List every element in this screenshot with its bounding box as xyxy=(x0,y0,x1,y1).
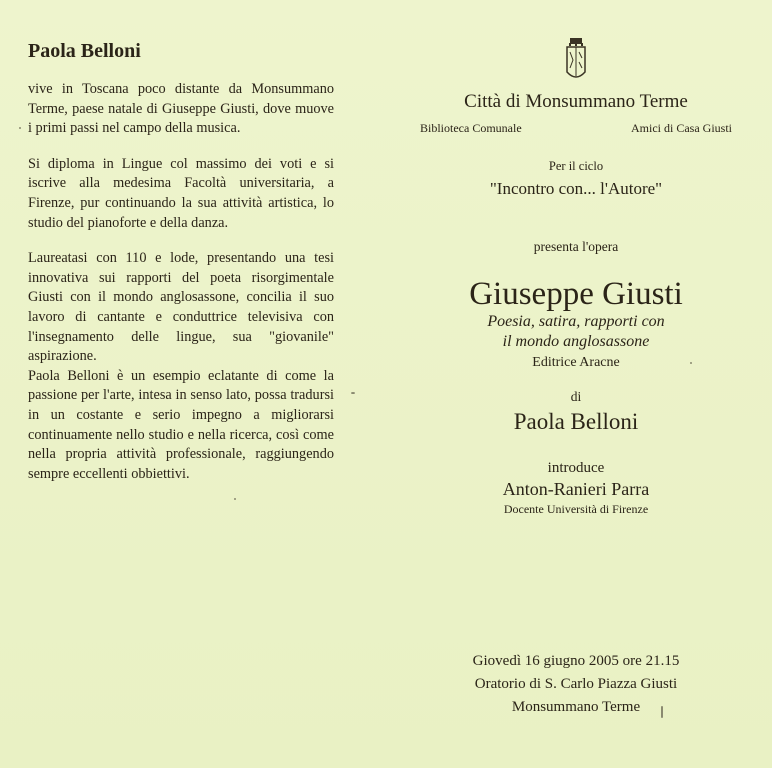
author-bio-column xyxy=(28,38,334,500)
cycle-intro: Per il ciclo xyxy=(548,159,604,173)
event-venue: Oratorio di S. Carlo Piazza Giusti xyxy=(474,676,678,692)
by-label: di xyxy=(570,389,582,404)
bio-paragraph-2: Si diploma in Lingue col massimo dei voti e si iscrive alla medesima Facoltà universitaria, a Firenze, pur continuando la sua attività artistica, lo studio del pianoforte e della danza. xyxy=(28,155,334,231)
publisher: Editrice Aracne xyxy=(532,355,620,370)
organizer-library: Biblioteca Comunale xyxy=(420,121,522,135)
book-subtitle-line-1: Poesia, satira, rapporti con xyxy=(487,313,665,330)
organizer-friends: Amici di Casa Giusti xyxy=(631,121,732,135)
paper-speck xyxy=(351,392,355,394)
event-town: Monsummano Terme xyxy=(511,699,641,715)
bio-paragraph-1: vive in Toscana poco distante da Monsummano Terme, paese natale di Giuseppe Giusti, dove muove i primi passi nel campo della musica. xyxy=(28,81,334,137)
bio-heading: Paola Belloni xyxy=(28,40,141,62)
city-name: Città di Monsummano Terme xyxy=(464,91,688,112)
paper-speck xyxy=(19,127,21,129)
presents-label: presenta l'opera xyxy=(533,239,619,254)
event-details xyxy=(420,650,732,719)
book-title: Giuseppe Giusti xyxy=(469,276,683,312)
introduce-label: introduce xyxy=(547,460,605,476)
event-announcement-column xyxy=(420,38,732,517)
presenter-role: Docente Università di Firenze xyxy=(503,502,649,516)
organizers-row xyxy=(420,120,732,136)
cycle-title: "Incontro con... l'Autore" xyxy=(489,179,663,198)
paper-speck xyxy=(661,706,663,718)
bio-paragraph-4: Paola Belloni è un esempio eclatante di come la passione per l'arte, intesa in senso lato, possa tradursi in un costante e serio impegno a migliorarsi continuamente nello studio e nella ricerca, così come nella propria attività professionale, raggiungendo sempre eccellenti obbiettivi. xyxy=(28,367,334,482)
paper-speck xyxy=(690,362,692,364)
city-crest-icon xyxy=(564,38,588,84)
book-subtitle-line-2: il mondo anglosassone xyxy=(502,333,650,350)
bio-paragraph-3: Laureatasi con 110 e lode, presentando una tesi innovativa sui rapporti del poeta risorgimentale Giusti con il mondo anglosassone, concilia il suo lavoro di cantante e conduttrice televisiva con l'insegnamento delle lingue, sua "giovanile" aspirazione. xyxy=(28,250,334,365)
event-date: Giovedì 16 giugno 2005 ore 21.15 xyxy=(472,653,680,669)
paper-speck xyxy=(234,498,236,500)
presenter-name: Anton-Ranieri Parra xyxy=(502,479,650,499)
author-name: Paola Belloni xyxy=(513,409,639,434)
